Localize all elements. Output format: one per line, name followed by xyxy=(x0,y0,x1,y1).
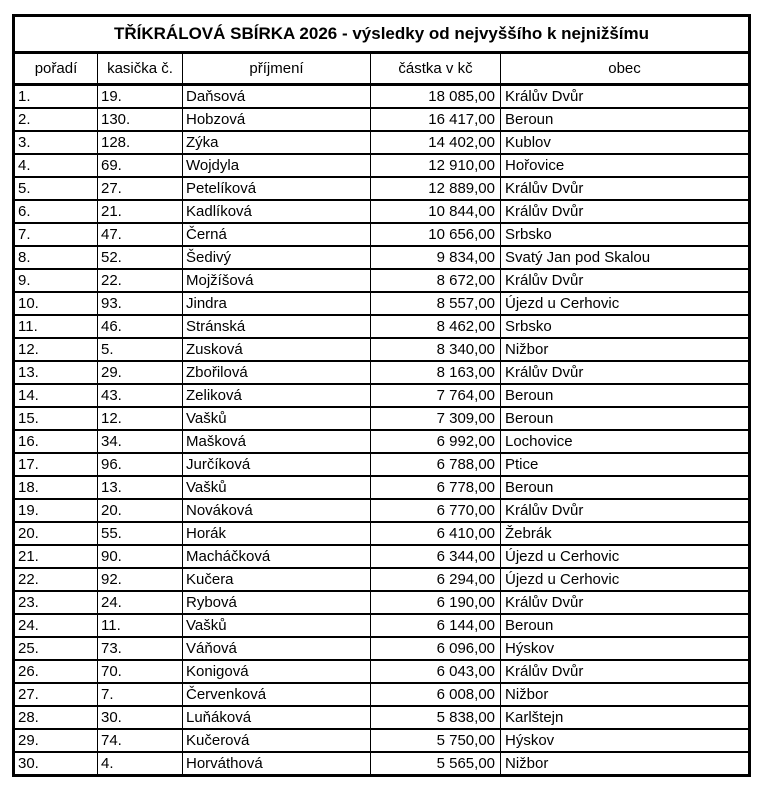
box-number-cell: 22. xyxy=(98,269,183,292)
table-row xyxy=(14,476,750,499)
box-number-cell: 46. xyxy=(98,315,183,338)
municipality-cell: Újezd u Cerhovic xyxy=(501,545,750,568)
table-row xyxy=(14,499,750,522)
rank-cell: 26. xyxy=(14,660,98,683)
box-number-cell: 19. xyxy=(98,85,183,109)
surname-cell: Horváthová xyxy=(183,752,371,776)
table-row xyxy=(14,269,750,292)
amount-cell: 6 770,00 xyxy=(371,499,501,522)
box-number-cell: 12. xyxy=(98,407,183,430)
amount-cell: 6 992,00 xyxy=(371,430,501,453)
municipality-cell: Srbsko xyxy=(501,315,750,338)
rank-cell: 23. xyxy=(14,591,98,614)
surname-cell: Šedivý xyxy=(183,246,371,269)
table-row xyxy=(14,522,750,545)
municipality-cell: Králův Dvůr xyxy=(501,177,750,200)
municipality-cell: Králův Dvůr xyxy=(501,85,750,109)
municipality-cell: Králův Dvůr xyxy=(501,361,750,384)
surname-cell: Zeliková xyxy=(183,384,371,407)
amount-cell: 6 096,00 xyxy=(371,637,501,660)
municipality-cell: Beroun xyxy=(501,108,750,131)
amount-cell: 8 462,00 xyxy=(371,315,501,338)
surname-cell: Wojdyla xyxy=(183,154,371,177)
table-row xyxy=(14,752,750,776)
table-row xyxy=(14,384,750,407)
rank-cell: 30. xyxy=(14,752,98,776)
column-header-rank: pořadí xyxy=(14,53,98,85)
surname-cell: Jindra xyxy=(183,292,371,315)
table-row xyxy=(14,338,750,361)
municipality-cell: Kublov xyxy=(501,131,750,154)
surname-cell: Mojžíšová xyxy=(183,269,371,292)
rank-cell: 17. xyxy=(14,453,98,476)
table-head xyxy=(14,16,750,85)
rank-cell: 6. xyxy=(14,200,98,223)
municipality-cell: Žebrák xyxy=(501,522,750,545)
surname-cell: Kučera xyxy=(183,568,371,591)
box-number-cell: 43. xyxy=(98,384,183,407)
box-number-cell: 90. xyxy=(98,545,183,568)
rank-cell: 5. xyxy=(14,177,98,200)
amount-cell: 12 889,00 xyxy=(371,177,501,200)
amount-cell: 14 402,00 xyxy=(371,131,501,154)
box-number-cell: 92. xyxy=(98,568,183,591)
municipality-cell: Králův Dvůr xyxy=(501,591,750,614)
amount-cell: 6 190,00 xyxy=(371,591,501,614)
amount-cell: 6 144,00 xyxy=(371,614,501,637)
municipality-cell: Nižbor xyxy=(501,752,750,776)
amount-cell: 10 844,00 xyxy=(371,200,501,223)
box-number-cell: 7. xyxy=(98,683,183,706)
box-number-cell: 130. xyxy=(98,108,183,131)
table-row xyxy=(14,177,750,200)
surname-cell: Daňsová xyxy=(183,85,371,109)
rank-cell: 11. xyxy=(14,315,98,338)
surname-cell: Zýka xyxy=(183,131,371,154)
rank-cell: 1. xyxy=(14,85,98,109)
amount-cell: 6 344,00 xyxy=(371,545,501,568)
surname-cell: Vašků xyxy=(183,476,371,499)
amount-cell: 5 838,00 xyxy=(371,706,501,729)
surname-cell: Luňáková xyxy=(183,706,371,729)
amount-cell: 7 309,00 xyxy=(371,407,501,430)
rank-cell: 25. xyxy=(14,637,98,660)
box-number-cell: 29. xyxy=(98,361,183,384)
municipality-cell: Újezd u Cerhovic xyxy=(501,292,750,315)
results-table xyxy=(12,14,751,777)
box-number-cell: 55. xyxy=(98,522,183,545)
column-header-municipality: obec xyxy=(501,53,750,85)
table-body xyxy=(14,85,750,776)
surname-cell: Konigová xyxy=(183,660,371,683)
surname-cell: Nováková xyxy=(183,499,371,522)
rank-cell: 10. xyxy=(14,292,98,315)
surname-cell: Macháčková xyxy=(183,545,371,568)
amount-cell: 18 085,00 xyxy=(371,85,501,109)
municipality-cell: Králův Dvůr xyxy=(501,499,750,522)
surname-cell: Rybová xyxy=(183,591,371,614)
box-number-cell: 96. xyxy=(98,453,183,476)
table-row xyxy=(14,131,750,154)
rank-cell: 22. xyxy=(14,568,98,591)
rank-cell: 9. xyxy=(14,269,98,292)
municipality-cell: Beroun xyxy=(501,476,750,499)
box-number-cell: 24. xyxy=(98,591,183,614)
amount-cell: 6 008,00 xyxy=(371,683,501,706)
title-row xyxy=(14,16,750,53)
table-row xyxy=(14,637,750,660)
surname-cell: Jurčíková xyxy=(183,453,371,476)
rank-cell: 20. xyxy=(14,522,98,545)
box-number-cell: 5. xyxy=(98,338,183,361)
box-number-cell: 13. xyxy=(98,476,183,499)
table-row xyxy=(14,246,750,269)
amount-cell: 5 750,00 xyxy=(371,729,501,752)
box-number-cell: 34. xyxy=(98,430,183,453)
municipality-cell: Ptice xyxy=(501,453,750,476)
rank-cell: 2. xyxy=(14,108,98,131)
rank-cell: 27. xyxy=(14,683,98,706)
header-row xyxy=(14,53,750,85)
municipality-cell: Újezd u Cerhovic xyxy=(501,568,750,591)
municipality-cell: Králův Dvůr xyxy=(501,660,750,683)
box-number-cell: 69. xyxy=(98,154,183,177)
surname-cell: Hobzová xyxy=(183,108,371,131)
column-header-box-number: kasička č. xyxy=(98,53,183,85)
surname-cell: Horák xyxy=(183,522,371,545)
table-row xyxy=(14,108,750,131)
municipality-cell: Králův Dvůr xyxy=(501,200,750,223)
municipality-cell: Králův Dvůr xyxy=(501,269,750,292)
municipality-cell: Nižbor xyxy=(501,338,750,361)
amount-cell: 9 834,00 xyxy=(371,246,501,269)
surname-cell: Zusková xyxy=(183,338,371,361)
rank-cell: 16. xyxy=(14,430,98,453)
surname-cell: Stránská xyxy=(183,315,371,338)
amount-cell: 6 043,00 xyxy=(371,660,501,683)
municipality-cell: Beroun xyxy=(501,614,750,637)
box-number-cell: 73. xyxy=(98,637,183,660)
municipality-cell: Hořovice xyxy=(501,154,750,177)
rank-cell: 21. xyxy=(14,545,98,568)
amount-cell: 8 557,00 xyxy=(371,292,501,315)
rank-cell: 14. xyxy=(14,384,98,407)
rank-cell: 19. xyxy=(14,499,98,522)
amount-cell: 6 410,00 xyxy=(371,522,501,545)
table-row xyxy=(14,223,750,246)
rank-cell: 29. xyxy=(14,729,98,752)
table-row xyxy=(14,545,750,568)
municipality-cell: Beroun xyxy=(501,384,750,407)
amount-cell: 8 340,00 xyxy=(371,338,501,361)
surname-cell: Mašková xyxy=(183,430,371,453)
rank-cell: 7. xyxy=(14,223,98,246)
rank-cell: 18. xyxy=(14,476,98,499)
box-number-cell: 27. xyxy=(98,177,183,200)
surname-cell: Váňová xyxy=(183,637,371,660)
rank-cell: 12. xyxy=(14,338,98,361)
amount-cell: 6 778,00 xyxy=(371,476,501,499)
surname-cell: Kučerová xyxy=(183,729,371,752)
municipality-cell: Srbsko xyxy=(501,223,750,246)
box-number-cell: 128. xyxy=(98,131,183,154)
surname-cell: Petelíková xyxy=(183,177,371,200)
surname-cell: Černá xyxy=(183,223,371,246)
amount-cell: 6 294,00 xyxy=(371,568,501,591)
amount-cell: 12 910,00 xyxy=(371,154,501,177)
column-header-surname: příjmení xyxy=(183,53,371,85)
table-row xyxy=(14,154,750,177)
surname-cell: Vašků xyxy=(183,614,371,637)
surname-cell: Zbořilová xyxy=(183,361,371,384)
table-row xyxy=(14,614,750,637)
rank-cell: 3. xyxy=(14,131,98,154)
box-number-cell: 74. xyxy=(98,729,183,752)
table-row xyxy=(14,453,750,476)
surname-cell: Kadlíková xyxy=(183,200,371,223)
municipality-cell: Karlštejn xyxy=(501,706,750,729)
box-number-cell: 52. xyxy=(98,246,183,269)
amount-cell: 8 163,00 xyxy=(371,361,501,384)
municipality-cell: Nižbor xyxy=(501,683,750,706)
amount-cell: 16 417,00 xyxy=(371,108,501,131)
table-row xyxy=(14,729,750,752)
table-row xyxy=(14,407,750,430)
box-number-cell: 47. xyxy=(98,223,183,246)
municipality-cell: Beroun xyxy=(501,407,750,430)
rank-cell: 4. xyxy=(14,154,98,177)
table-row xyxy=(14,591,750,614)
table-row xyxy=(14,683,750,706)
surname-cell: Vašků xyxy=(183,407,371,430)
rank-cell: 24. xyxy=(14,614,98,637)
municipality-cell: Lochovice xyxy=(501,430,750,453)
table-row xyxy=(14,361,750,384)
table-row xyxy=(14,200,750,223)
rank-cell: 28. xyxy=(14,706,98,729)
box-number-cell: 20. xyxy=(98,499,183,522)
table-row xyxy=(14,315,750,338)
municipality-cell: Svatý Jan pod Skalou xyxy=(501,246,750,269)
rank-cell: 13. xyxy=(14,361,98,384)
amount-cell: 5 565,00 xyxy=(371,752,501,776)
rank-cell: 8. xyxy=(14,246,98,269)
municipality-cell: Hýskov xyxy=(501,637,750,660)
amount-cell: 10 656,00 xyxy=(371,223,501,246)
box-number-cell: 93. xyxy=(98,292,183,315)
box-number-cell: 11. xyxy=(98,614,183,637)
column-header-amount: částka v kč xyxy=(371,53,501,85)
rank-cell: 15. xyxy=(14,407,98,430)
box-number-cell: 30. xyxy=(98,706,183,729)
table-title: TŘÍKRÁLOVÁ SBÍRKA 2026 - výsledky od nejvyššího k nejnižšímu xyxy=(14,16,750,53)
amount-cell: 6 788,00 xyxy=(371,453,501,476)
surname-cell: Červenková xyxy=(183,683,371,706)
amount-cell: 7 764,00 xyxy=(371,384,501,407)
table-row xyxy=(14,660,750,683)
box-number-cell: 4. xyxy=(98,752,183,776)
table-row xyxy=(14,706,750,729)
table-row xyxy=(14,568,750,591)
table-row xyxy=(14,292,750,315)
table-row xyxy=(14,85,750,109)
amount-cell: 8 672,00 xyxy=(371,269,501,292)
table-row xyxy=(14,430,750,453)
municipality-cell: Hýskov xyxy=(501,729,750,752)
box-number-cell: 70. xyxy=(98,660,183,683)
box-number-cell: 21. xyxy=(98,200,183,223)
